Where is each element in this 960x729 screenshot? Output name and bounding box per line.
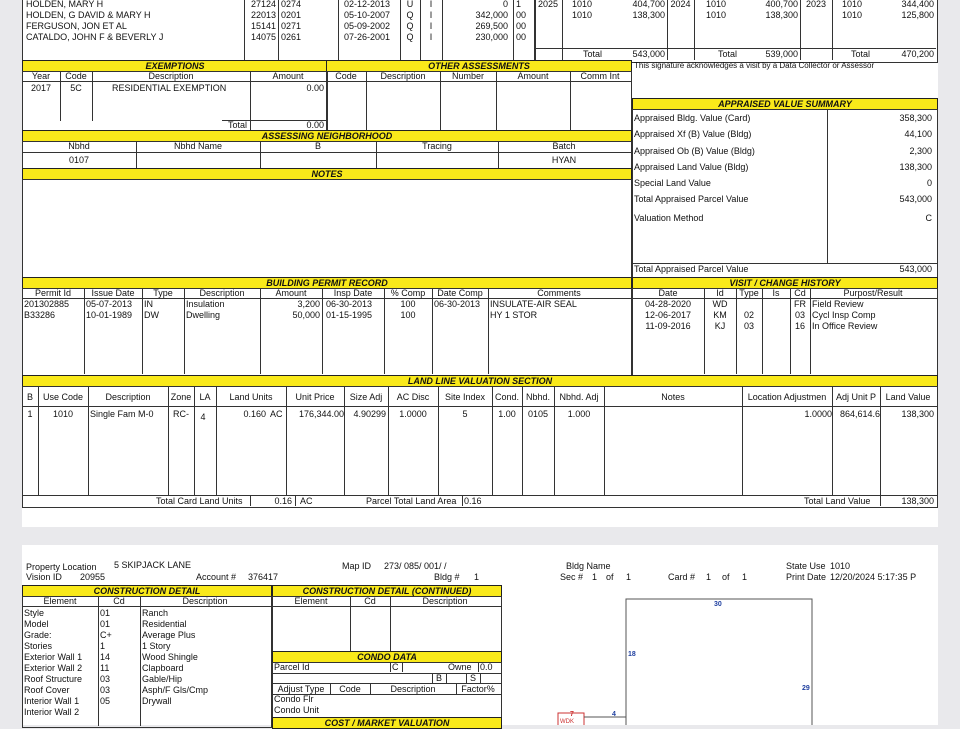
land-col-11: Nbhd.: [525, 392, 551, 402]
construction-cont-col-description: Description: [422, 596, 468, 606]
land-col-12: Nbhd. Adj: [559, 392, 599, 402]
permit-col-comp: % Comp: [390, 288, 426, 298]
land-nbhd: 0105: [527, 409, 549, 419]
construction-element: Roof Structure: [24, 674, 83, 684]
prev-total-1: 543,000: [632, 49, 665, 59]
visit-id: KM: [713, 310, 727, 320]
construction-description: 1 Story: [142, 641, 171, 651]
sales-owner: HOLDEN, MARY H: [26, 0, 104, 9]
sales-page: 0201: [281, 10, 302, 20]
construction-element: Model: [24, 619, 49, 629]
summary-bottom-value: 543,000: [899, 264, 932, 274]
construction-cd: 01: [100, 619, 111, 629]
exempt-col-code: Code: [65, 71, 87, 81]
visit-id: WD: [712, 299, 728, 309]
construction-element: Style: [24, 608, 45, 618]
condo-c: C: [392, 662, 399, 672]
sales-uv: Q: [406, 21, 414, 31]
land-use-code: 1010: [52, 409, 74, 419]
location-value: 5 SKIPJACK LANE: [114, 560, 192, 570]
permit-col-description: Description: [199, 288, 245, 298]
land-col-16: Land Value: [885, 392, 931, 402]
prev-code3: 1010: [841, 0, 863, 9]
construction-col-cd: Cd: [113, 596, 125, 606]
visits-header: VISIT / CHANGE HISTORY: [632, 277, 938, 289]
nbhd-col-b: B: [314, 141, 321, 151]
exempt-col-amount: Amount: [272, 71, 304, 81]
sec-label: Sec #: [560, 572, 584, 582]
sales-date: 02-12-2013: [344, 0, 391, 9]
sales-vi: I: [429, 32, 433, 42]
prev-code2: 1010: [705, 0, 727, 9]
prev-code3: 1010: [841, 10, 863, 20]
permit-col-issue: Issue Date: [91, 288, 135, 298]
prev-total-label-3: Total: [850, 49, 870, 59]
state-label: State Use: [786, 561, 826, 571]
construction-element: Roof Cover: [24, 685, 70, 695]
condo-row-flr: Condo Flr: [274, 694, 314, 704]
prev-yr3: 2023: [805, 0, 827, 9]
other-col-amount: Amount: [517, 71, 549, 81]
construction-description: Residential: [142, 619, 187, 629]
construction-cd: 11: [100, 663, 110, 673]
other-assessments-header: OTHER ASSESSMENTS: [326, 60, 632, 72]
permit-type: IN: [144, 299, 153, 309]
construction-description: Ranch: [142, 608, 169, 618]
print-label: Print Date: [786, 572, 827, 582]
cost-market-header: COST / MARKET VALUATION: [272, 717, 502, 729]
sales-page: 0271: [281, 21, 302, 31]
summary-value: 44,100: [904, 129, 932, 139]
construction-description: Clapboard: [142, 663, 184, 673]
nbhd-col-tracing: Tracing: [422, 141, 452, 151]
property-card-page-2: [22, 545, 938, 728]
prev-value2: 138,300: [765, 10, 798, 20]
summary-value: C: [925, 213, 932, 223]
sales-vc: 00: [516, 21, 527, 31]
construction-description: Average Plus: [142, 630, 196, 640]
land-col-4: LA: [199, 392, 211, 402]
land-parcel-area: 0.16: [464, 496, 482, 506]
prev-total-2: 539,000: [765, 49, 798, 59]
sales-date: 07-26-2001: [344, 32, 391, 42]
prev-total-label-2: Total: [717, 49, 737, 59]
land-ac-disc: 1.0000: [399, 409, 427, 419]
nbhd-value: 0107: [68, 155, 90, 165]
sales-price: 230,000: [475, 32, 508, 42]
summary-label: Appraised Land Value (Bldg): [634, 162, 749, 172]
notes-header: NOTES: [22, 168, 632, 180]
prev-value3: 125,800: [901, 10, 934, 20]
print-value: 12/20/2024 5:17:35 P: [830, 572, 917, 582]
permit-col-type: Type: [153, 288, 173, 298]
nbhd-col-nbhd: Nbhd: [68, 141, 90, 151]
prev-code2: 1010: [705, 10, 727, 20]
construction-cd: 14: [100, 652, 111, 662]
construction-cd: 1: [100, 641, 106, 651]
condo-col-adjust: Adjust Type: [277, 684, 325, 694]
bldgname-label: Bldg Name: [566, 561, 611, 571]
construction-description: Gable/Hip: [142, 674, 183, 684]
permit-col-insp: Insp Date: [333, 288, 373, 298]
land-col-14: Location Adjustmen: [747, 392, 827, 402]
land-zone: RC-: [173, 409, 189, 419]
bldgno-label: Bldg #: [434, 572, 460, 582]
land-total-units: 0.16: [274, 496, 292, 506]
summary-value: 543,000: [899, 194, 932, 204]
construction-col-description: Description: [182, 596, 228, 606]
other-col-number: Number: [451, 71, 484, 81]
permit-insp: 01-15-1995: [326, 310, 373, 320]
permit-issue: 10-01-1989: [86, 310, 133, 320]
vision-label: Vision ID: [26, 572, 62, 582]
exempt-description: RESIDENTIAL EXEMPTION: [112, 83, 227, 93]
summary-value: 138,300: [899, 162, 932, 172]
land-cond: 1.00: [498, 409, 516, 419]
prev-value3: 344,400: [901, 0, 934, 9]
visit-cd: FR: [794, 299, 806, 309]
land-col-13: Notes: [661, 392, 685, 402]
other-col-code: Code: [335, 71, 357, 81]
construction-cont-header: CONSTRUCTION DETAIL (CONTINUED): [272, 585, 502, 597]
visit-type: 02: [743, 310, 754, 320]
land-parcel-label: Parcel Total Land Area: [366, 496, 457, 506]
construction-cont-col-cd: Cd: [364, 596, 376, 606]
sketch-label-4: 4: [612, 711, 616, 718]
land-col-10: Cond.: [494, 392, 520, 402]
visit-result: In Office Review: [812, 321, 878, 331]
visit-col-id: Id: [716, 288, 724, 298]
prev-yr: 2025: [537, 0, 559, 9]
permit-type: DW: [144, 310, 159, 320]
land-col-1: Use Code: [42, 392, 84, 402]
sales-vi: I: [429, 10, 433, 20]
visit-result: Field Review: [812, 299, 864, 309]
sec-total: 1: [626, 572, 632, 582]
sales-price: 342,000: [475, 10, 508, 20]
map-label: Map ID: [342, 561, 372, 571]
land-total-value-label: Total Land Value: [804, 496, 871, 506]
construction-cd: C+: [100, 630, 112, 640]
permit-desc: Insulation: [186, 299, 225, 309]
land-unit-type: AC: [270, 409, 283, 419]
prev-total-3: 470,200: [901, 49, 934, 59]
visit-date: 11-09-2016: [645, 321, 691, 331]
condo-header: CONDO DATA: [272, 651, 502, 663]
sales-date: 05-09-2002: [344, 21, 391, 31]
visit-result: Cycl Insp Comp: [812, 310, 876, 320]
sales-price: 269,500: [475, 21, 508, 31]
construction-element: Stories: [24, 641, 53, 651]
visit-col-cd: Cd: [794, 288, 806, 298]
sales-uv: U: [406, 0, 414, 9]
visit-col-is: Is: [772, 288, 780, 298]
sales-vc: 1: [516, 0, 522, 9]
sales-book: 27124: [250, 0, 276, 9]
building-sketch: [552, 593, 852, 725]
condo-parcel-label: Parcel Id: [274, 662, 310, 672]
construction-cd: 05: [100, 696, 111, 706]
land-units: 0.160: [243, 409, 266, 419]
exempt-col-description: Description: [148, 71, 194, 81]
account-label: Account #: [196, 572, 237, 582]
land-value: 138,300: [901, 409, 934, 419]
permit-comp: 100: [400, 299, 416, 309]
card-total: 1: [742, 572, 748, 582]
sales-owner: FERGUSON, JON ET AL: [26, 21, 127, 31]
visit-col-date: Date: [658, 288, 678, 298]
exempt-code: 5C: [70, 83, 82, 93]
land-col-7: Size Adj: [349, 392, 383, 402]
signature-note: This signature acknowledges a visit by a Data Collector or Assessor: [634, 61, 875, 70]
land-unit-price: 176,344.00: [298, 409, 344, 419]
construction-description: Asph/F Gls/Cmp: [142, 685, 209, 695]
prev-value2: 400,700: [765, 0, 798, 9]
exempt-total: 0.00: [306, 120, 324, 130]
construction-col-element: Element: [43, 596, 77, 606]
nbhd-col-name: Nbhd Name: [173, 141, 223, 151]
summary-label: Appraised Bldg. Value (Card): [634, 113, 751, 123]
sales-vi: I: [429, 21, 433, 31]
exempt-amount: 0.00: [306, 83, 324, 93]
construction-cd: 01: [100, 608, 111, 618]
sales-owner: HOLDEN, G DAVID & MARY H: [26, 10, 151, 20]
prev-yr2: 2024: [670, 0, 691, 9]
card-value: 1: [706, 572, 712, 582]
sketch-label-7: 7: [570, 711, 574, 718]
land-col-9: Site Index: [444, 392, 486, 402]
land-col-2: Description: [105, 392, 151, 402]
sales-date: 05-10-2007: [344, 10, 391, 20]
condo-owne: 0.0: [480, 662, 493, 672]
summary-value: 358,300: [899, 113, 932, 123]
land-site-index: 5: [462, 409, 468, 419]
card-label: Card #: [668, 572, 696, 582]
location-label: Property Location: [26, 562, 97, 572]
notes-area: [22, 179, 632, 279]
visit-cd: 16: [794, 321, 805, 331]
land-location-adj: 1.0000: [804, 409, 832, 419]
visit-type: 03: [743, 321, 754, 331]
sketch-label-30: 30: [714, 601, 722, 608]
permit-desc: Dwelling: [186, 310, 221, 320]
bldgno-value: 1: [474, 572, 480, 582]
permits-header: BUILDING PERMIT RECORD: [22, 277, 632, 289]
land-line-header: LAND LINE VALUATION SECTION: [22, 375, 938, 387]
permit-col-amount: Amount: [275, 288, 307, 298]
construction-element: Exterior Wall 2: [24, 663, 83, 673]
land-nbhd-adj: 1.000: [567, 409, 591, 419]
sales-book: 14075: [250, 32, 276, 42]
summary-label: Valuation Method: [634, 213, 704, 223]
land-col-6: Unit Price: [295, 392, 335, 402]
permit-comp: 100: [400, 310, 416, 320]
state-value: 1010: [830, 561, 851, 571]
other-col-description: Description: [380, 71, 426, 81]
sales-owner: CATALDO, JOHN F & BEVERLY J: [26, 32, 164, 42]
condo-col-code: Code: [339, 684, 361, 694]
neighborhood-header: ASSESSING NEIGHBORHOOD: [22, 130, 632, 142]
summary-label: Total Appraised Parcel Value: [634, 194, 749, 204]
visit-col-type: Type: [739, 288, 759, 298]
condo-s: S: [470, 673, 477, 683]
vision-value: 20955: [80, 572, 106, 582]
sketch-label-29: 29: [802, 685, 810, 692]
land-col-3: Zone: [170, 392, 192, 402]
sales-page: 0261: [281, 32, 302, 42]
permit-id: 201302885: [24, 299, 70, 309]
permit-amount: 50,000: [292, 310, 320, 320]
prev-value: 138,300: [632, 10, 665, 20]
land-total-units-type: AC: [300, 496, 313, 506]
appraised-summary-header: APPRAISED VALUE SUMMARY: [632, 98, 938, 110]
permit-date_comp: 06-30-2013: [434, 299, 481, 309]
construction-description: Wood Shingle: [142, 652, 198, 662]
prev-code: 1010: [571, 0, 593, 9]
exempt-year: 2017: [30, 83, 52, 93]
sales-book: 15141: [250, 21, 276, 31]
summary-label: Appraised Xf (B) Value (Bldg): [634, 129, 752, 139]
map-value: 273/ 085/ 001/ /: [384, 561, 447, 571]
permit-amount: 3,200: [297, 299, 320, 309]
prev-code: 1010: [571, 10, 593, 20]
condo-row-unit: Condo Unit: [274, 705, 320, 715]
construction-cd: 03: [100, 685, 111, 695]
sales-uv: Q: [406, 10, 414, 20]
sales-vc: 00: [516, 10, 527, 20]
construction-cont-col-element: Element: [294, 596, 328, 606]
sales-page: 0274: [281, 0, 302, 9]
other-col-comm-int: Comm Int: [580, 71, 620, 81]
sales-book: 22013: [250, 10, 276, 20]
sketch-label-18: 18: [628, 651, 636, 658]
land-col-0: B: [26, 392, 33, 402]
sketch-tag-wdk: WDK: [560, 719, 574, 725]
summary-value: 0: [926, 178, 932, 188]
land-description: Single Fam M-0: [90, 409, 154, 419]
prev-value: 404,700: [632, 0, 665, 9]
land-col-15: Adj Unit P: [835, 392, 877, 402]
prev-total-label-1: Total: [582, 49, 602, 59]
land-b: 1: [27, 409, 33, 419]
condo-owne-label: Owne: [448, 662, 472, 672]
land-size-adj: 4.90299: [353, 409, 386, 419]
summary-bottom-label: Total Appraised Parcel Value: [634, 264, 749, 274]
exempt-col-year: Year: [31, 71, 51, 81]
exempt-total-label: Total: [228, 120, 248, 130]
permit-col-comments: Comments: [537, 288, 581, 298]
visit-id: KJ: [714, 321, 726, 331]
construction-element: Exterior Wall 1: [24, 652, 83, 662]
sales-uv: Q: [406, 32, 414, 42]
permit-issue: 05-07-2013: [86, 299, 133, 309]
construction-element: Interior Wall 1: [24, 696, 80, 706]
nbhd-col-batch: Batch: [552, 141, 576, 151]
summary-label: Special Land Value: [634, 178, 711, 188]
permit-col-date-comp: Date Comp: [437, 288, 483, 298]
permit-insp: 06-30-2013: [326, 299, 373, 309]
permit-id: B33286: [24, 310, 56, 320]
visit-col-result: Purpost/Result: [843, 288, 903, 298]
visit-cd: 03: [794, 310, 805, 320]
land-total-units-label: Total Card Land Units: [156, 496, 243, 506]
summary-label: Appraised Ob (B) Value (Bldg): [634, 146, 755, 156]
sales-price: 0: [502, 0, 508, 9]
permit-comments: HY 1 STOR: [490, 310, 538, 320]
permit-comments: INSULATE-AIR SEAL: [490, 299, 577, 309]
account-value: 376417: [248, 572, 279, 582]
sec-of: of: [606, 572, 614, 582]
construction-cd: 03: [100, 674, 111, 684]
nbhd-batch-value: HYAN: [551, 155, 577, 165]
sales-vc: 00: [516, 32, 527, 42]
construction-header: CONSTRUCTION DETAIL: [22, 585, 272, 597]
visit-date: 12-06-2017: [644, 310, 692, 320]
land-line-table: [22, 386, 938, 508]
condo-col-factor: Factor%: [461, 684, 495, 694]
sales-vi: I: [429, 0, 433, 9]
condo-col-description: Description: [390, 684, 436, 694]
exemptions-header: EXEMPTIONS: [22, 60, 328, 72]
permit-col-id: Permit Id: [34, 288, 71, 298]
land-la: 4: [200, 412, 206, 422]
land-col-5: Land Units: [229, 392, 273, 402]
land-adj-unit: 864,614.6: [839, 409, 880, 419]
construction-element: Interior Wall 2: [24, 707, 80, 717]
land-col-8: AC Disc: [396, 392, 430, 402]
card-of: of: [722, 572, 730, 582]
property-card-page-1: [22, 0, 938, 527]
construction-description: Drywall: [142, 696, 172, 706]
visit-date: 04-28-2020: [644, 299, 692, 309]
construction-element: Grade:: [24, 630, 52, 640]
land-total-value: 138,300: [901, 496, 934, 506]
summary-value: 2,300: [909, 146, 932, 156]
sec-value: 1: [592, 572, 598, 582]
condo-b: B: [436, 673, 443, 683]
